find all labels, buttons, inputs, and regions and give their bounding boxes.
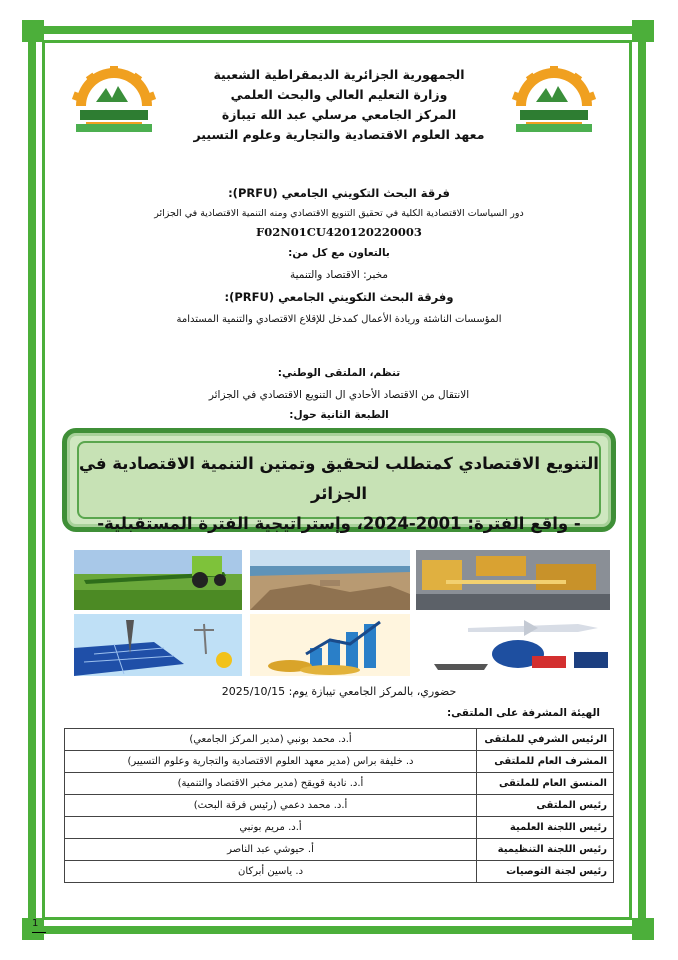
committee-role: رئيس اللجنة العلمية [477,817,614,839]
committee-row [65,795,614,817]
agriculture-photo [74,550,242,610]
page-number-rule [32,932,46,933]
lab-name: مخبر: الاقتصاد والتنمية [289,269,389,281]
committee-table [64,728,614,883]
conference-title-line1: التنويع الاقتصادي كمتطلب لتحقيق وتمتين التنمية الاقتصادية في الجزائر [79,454,599,503]
coastal-ruins-photo [250,550,410,610]
transport-logistics-photo [428,614,618,676]
research-team-topic: دور السياسات الاقتصادية الكلية في تحقيق التنويع الاقتصادي ومنه التنمية الاقتصادية في الجزائر [154,208,524,219]
committee-role: المشرف العام للملتقى [477,751,614,773]
committee-member: أ.د. محمد بونبي (مدير المركز الجامعي) [65,729,477,751]
committee-row [65,729,614,751]
forum-organizes-label: تنظم، الملتقى الوطني: [277,367,401,379]
industry-photo [416,550,610,610]
committee-title: الهيئة المشرفة على الملتقى: [446,707,600,719]
ministry-name: وزارة التعليم العالي والبحث العلمي [230,87,448,102]
institute-name: معهد العلوم الاقتصادية والتجارية وعلوم التسيير [193,127,485,142]
committee-row [65,861,614,883]
committee-member: أ.د. نادية قويقح (مدير مخبر الاقتصاد والتنمية) [65,773,477,795]
committee-role: رئيس لجنة التوصيات [477,861,614,883]
conference-title-line2: - واقع الفترة: 2001-2024، وإستراتيجية الفترة المستقبلية- [97,514,581,533]
committee-row [65,817,614,839]
research-team2-label: وفرقة البحث التكويني الجامعي (PRFU): [224,290,454,304]
committee-member: أ. حيوشي عبد الناصر [65,839,477,861]
event-location-date: حضوري، بالمركز الجامعي تيبازة يوم: 2025/10/15 [221,685,457,698]
country-name: الجمهورية الجزائرية الديمقراطية الشعبية [213,67,465,82]
project-code: F02N01CU420120220003 [256,225,422,239]
border-corner [22,20,44,42]
border-corner [632,20,654,42]
research-team2-topic: المؤسسات الناشئة وريادة الأعمال كمدخل للإقلاع الاقتصادي والتنمية المستدامة [176,314,502,325]
committee-role: الرئيس الشرفي للملتقى [477,729,614,751]
page-number: 1 [32,918,39,929]
committee-row [65,839,614,861]
border-corner [632,918,654,940]
committee-member: د. ياسين أبركان [65,861,477,883]
committee-member: أ.د. محمد دعمي (رئيس فرقة البحث) [65,795,477,817]
finance-growth-photo [250,614,410,676]
committee-role: المنسق العام للملتقى [477,773,614,795]
solar-energy-photo [74,614,242,676]
cooperation-label: بالتعاون مع كل من: [288,247,390,259]
research-team-label: فرقة البحث التكويني الجامعي (PRFU): [228,186,450,200]
edition-label: الطبعة الثانية حول: [289,409,389,421]
committee-member: أ.د. مريم بونبي [65,817,477,839]
committee-row [65,751,614,773]
committee-role: رئيس الملتقى [477,795,614,817]
university-name: المركز الجامعي مرسلي عبد الله تيبازة [221,107,457,122]
committee-role: رئيس اللجنة التنظيمية [477,839,614,861]
forum-topic: الانتقال من الاقتصاد الأحادي ال التنويع الاقتصادي في الجزائر [208,389,470,401]
committee-member: د. خليفة براس (مدير معهد العلوم الاقتصادية والتجارية وعلوم التسيير) [65,751,477,773]
committee-row [65,773,614,795]
conference-title-banner [62,428,616,532]
